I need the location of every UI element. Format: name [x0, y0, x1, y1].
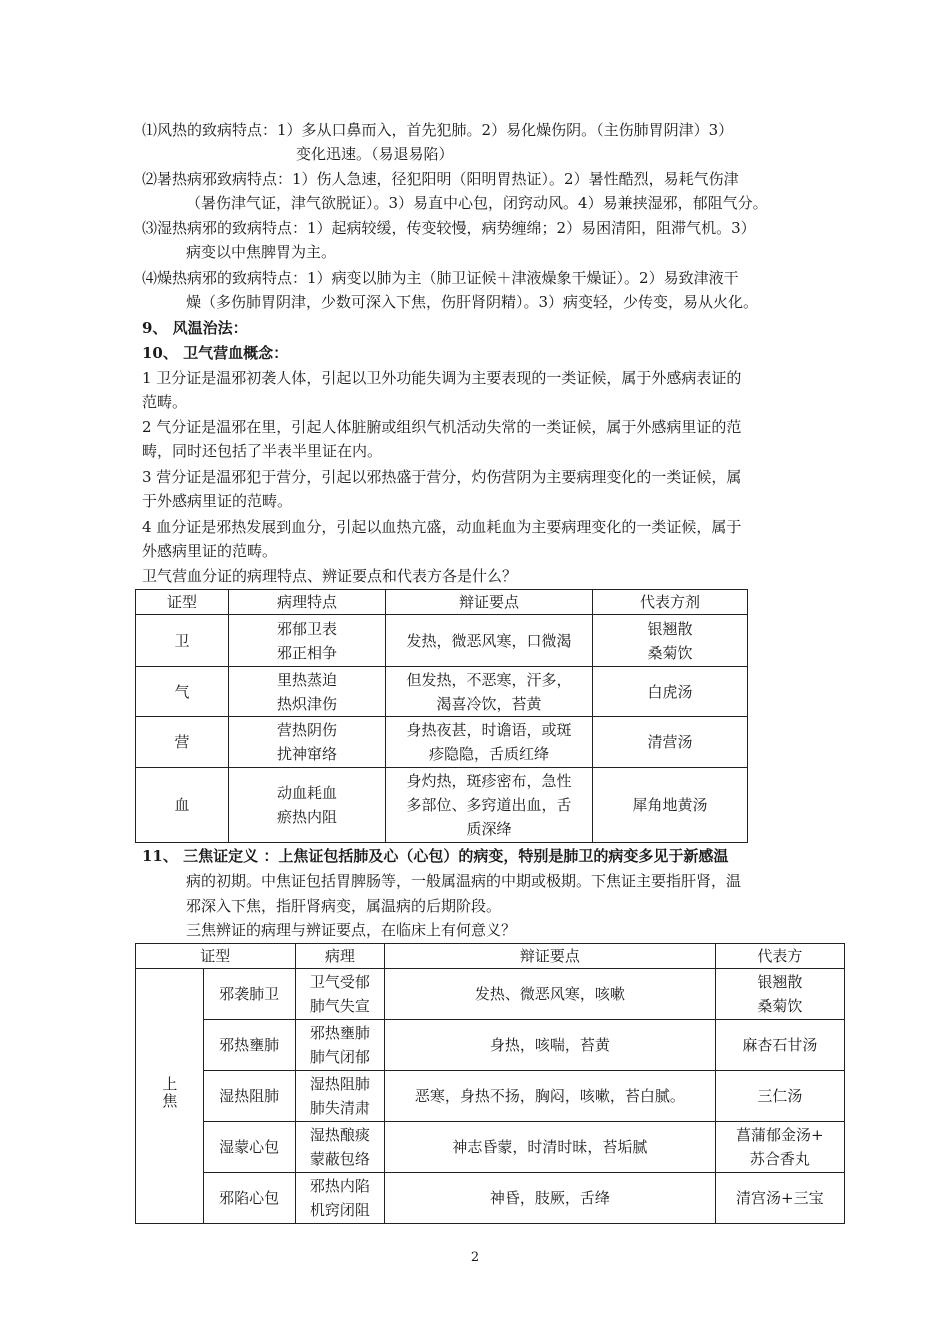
cell-pathology: 里热蒸迫 热炽津伤 [229, 667, 386, 717]
def-qi-1: 2 气分证是温邪在里，引起人体脏腑或组织气机活动失常的一类证候，属于外感病里证的范 [142, 418, 742, 436]
cell-key: 神志昏蒙，时清时昧，苔垢腻 [385, 1122, 716, 1173]
cell-name: 邪热壅肺 [203, 1020, 295, 1071]
cell-key: 身热，咳喘，苔黄 [385, 1020, 716, 1071]
cell-type: 营 [136, 717, 229, 768]
para-damp-heat-2: 病变以中焦脾胃为主。 [186, 243, 337, 261]
section-11-line-1: 11、 三焦证定义 ：上焦证包括肺及心（心包）的病变，特别是肺卫的病变多见于新感温 [142, 847, 729, 865]
cell-key: 身热夜甚，时谵语，或斑 疹隐隐，舌质红绛 [386, 717, 593, 768]
cell-key: 发热，微恶风寒，口微渴 [386, 615, 593, 667]
table-row [136, 1173, 845, 1224]
cell-formula: 菖蒲郁金汤+ 苏合香丸 [715, 1122, 844, 1173]
cell-pathology: 湿热阻肺 肺失清肃 [295, 1071, 385, 1122]
group-upper-jiao: 上焦 [136, 969, 204, 1224]
cell-key: 但发热，不恶寒，汗多， 渴喜冷饮，苔黄 [386, 667, 593, 717]
def-ying-1: 3 营分证是温邪犯于营分，引起以邪热盛于营分，灼伤营阴为主要病理变化的一类证候，属 [142, 468, 742, 486]
cell-type: 卫 [136, 615, 229, 667]
header-pathology: 病理特点 [229, 590, 386, 615]
para-dry-heat-2: 燥（多伤肺胃阴津，少数可深入下焦，伤肝肾阴精）。3）病变轻，少传变，易从火化。 [186, 293, 759, 311]
def-ying-2: 于外感病里证的范畴。 [142, 492, 293, 510]
header-key-points: 辩证要点 [385, 944, 716, 969]
header-key-points: 辩证要点 [386, 590, 593, 615]
cell-formula: 银翘散 桑菊饮 [593, 615, 748, 667]
page-number: 2 [470, 1250, 480, 1265]
para-dry-heat-1: ⑷燥热病邪的致病特点：1）病变以肺为主（肺卫证候＋津液燥象干燥证）。2）易致津液干 [142, 269, 739, 287]
section-11-line-3: 邪深入下焦，指肝肾病变，属温病的后期阶段。 [186, 897, 502, 915]
table-row [136, 1071, 845, 1122]
cell-type: 气 [136, 667, 229, 717]
cell-name: 湿热阻肺 [203, 1071, 295, 1122]
section-10-heading: 10、 卫气营血概念： [142, 344, 289, 362]
table-row [136, 768, 748, 843]
cell-formula: 银翘散 桑菊饮 [715, 969, 844, 1020]
question-2: 三焦辨证的病理与辨证要点，在临床上有何意义？ [186, 921, 517, 939]
para-wind-heat-2: 变化迅速。（易退易陷） [296, 145, 454, 163]
cell-pathology: 卫气受郁 肺气失宣 [295, 969, 385, 1020]
cell-formula: 白虎汤 [593, 667, 748, 717]
cell-key: 发热、微恶风寒，咳嗽 [385, 969, 716, 1020]
header-formula: 代表方剂 [593, 590, 748, 615]
table-row [136, 717, 748, 768]
para-wind-heat-1: ⑴风热的致病特点：1）多从口鼻而入，首先犯肺。2）易化燥伤阴。（主伤肺胃阴津）3） [142, 121, 734, 139]
cell-pathology: 邪热壅肺 肺气闭郁 [295, 1020, 385, 1071]
table-row [136, 969, 845, 1020]
cell-pathology: 动血耗血 瘀热内阻 [229, 768, 386, 843]
cell-key: 神昏，肢厥，舌绛 [385, 1173, 716, 1224]
cell-formula: 犀角地黄汤 [593, 768, 748, 843]
cell-formula: 三仁汤 [715, 1071, 844, 1122]
def-xue-1: 4 血分证是邪热发展到血分，引起以血热亢盛，动血耗血为主要病理变化的一类证候，属于 [142, 518, 742, 536]
section-11-line-2: 病的初期。中焦证包括胃脾肠等，一般属温病的中期或极期。下焦证主要指肝肾，温 [186, 872, 742, 890]
table-header-row [136, 590, 748, 615]
cell-type: 血 [136, 768, 229, 843]
table-row [136, 615, 748, 667]
table-row [136, 667, 748, 717]
cell-pathology: 邪郁卫表 邪正相争 [229, 615, 386, 667]
cell-formula: 麻杏石甘汤 [715, 1020, 844, 1071]
cell-pathology: 邪热内陷 机窍闭阻 [295, 1173, 385, 1224]
cell-name: 湿蒙心包 [203, 1122, 295, 1173]
header-type: 证型 [136, 590, 229, 615]
table-row [136, 1122, 845, 1173]
table-weiqi-yingxue [135, 589, 748, 843]
header-pathology: 病理 [295, 944, 385, 969]
cell-key: 身灼热，斑疹密布，急性 多部位、多窍道出血，舌 质深绛 [386, 768, 593, 843]
cell-formula: 清营汤 [593, 717, 748, 768]
cell-formula: 清宫汤+三宝 [715, 1173, 844, 1224]
cell-pathology: 营热阴伤 扰神窜络 [229, 717, 386, 768]
header-formula: 代表方 [715, 944, 844, 969]
def-wei-1: 1 卫分证是温邪初袭人体，引起以卫外功能失调为主要表现的一类证候，属于外感病表证的 [142, 369, 742, 387]
table-sanjiao [135, 943, 845, 1224]
def-wei-2: 范畴。 [142, 393, 188, 411]
cell-name: 邪袭肺卫 [203, 969, 295, 1020]
cell-pathology: 湿热酿痰 蒙蔽包络 [295, 1122, 385, 1173]
table-row [136, 1020, 845, 1071]
def-xue-2: 外感病里证的范畴。 [142, 542, 278, 560]
section-9-heading: 9、 风温治法： [142, 319, 248, 337]
para-summer-heat-1: ⑵暑热病邪致病特点：1）伤人急速，径犯阳明（阳明胃热证）。2）暑性酷烈，易耗气伤津 [142, 170, 739, 188]
question-1: 卫气营血分证的病理特点、辨证要点和代表方各是什么？ [142, 567, 518, 585]
header-type: 证型 [136, 944, 296, 969]
cell-name: 邪陷心包 [203, 1173, 295, 1224]
para-damp-heat-1: ⑶湿热病邪的致病特点：1）起病较缓，传变较慢，病势缠绵；2）易困清阳，阻滞气机。3） [142, 219, 756, 237]
para-summer-heat-2: （暑伤津气证，津气欲脱证）。3）易直中心包，闭窍动风。4）易兼挟湿邪，郁阻气分。 [186, 194, 768, 212]
def-qi-2: 畴，同时还包括了半表半里证在内。 [142, 442, 383, 460]
table-header-row [136, 944, 845, 969]
cell-key: 恶寒，身热不扬，胸闷，咳嗽，苔白腻。 [385, 1071, 716, 1122]
